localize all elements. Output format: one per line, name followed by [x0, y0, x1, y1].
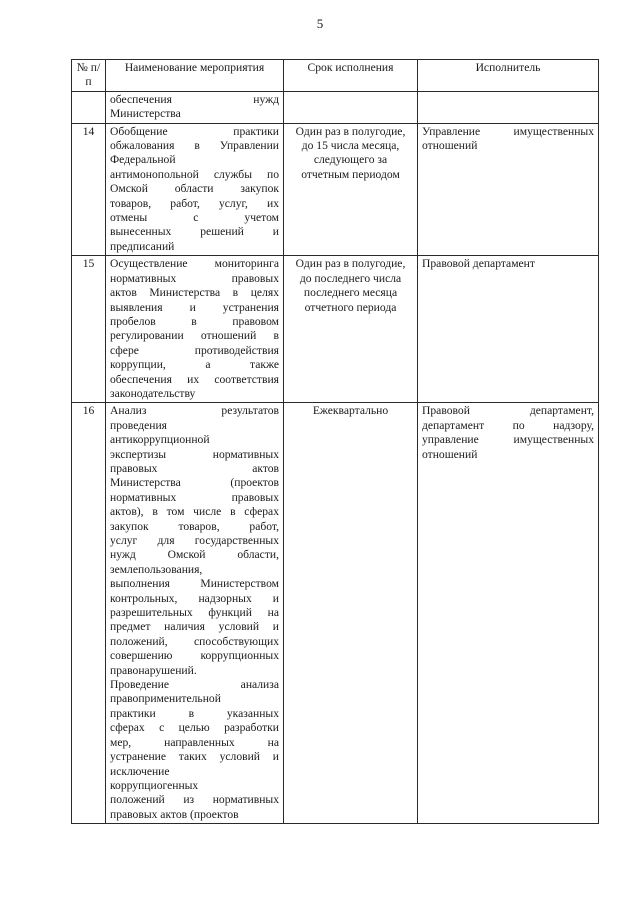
text-line: последнего месяца: [303, 286, 398, 300]
events-table: [71, 59, 599, 824]
text-line: отношений: [422, 447, 478, 461]
text-line: Осуществление мониторинга: [110, 257, 279, 271]
text-line: устранение таких условий и: [110, 750, 279, 764]
cell-num: [72, 256, 106, 403]
text-line: регулировании отношений в: [110, 329, 279, 343]
cell-term: [284, 123, 418, 256]
text-line: пробелов в правовом: [110, 314, 279, 328]
text-line: Федеральной: [110, 153, 176, 167]
text-line: антимонопольной службы по: [110, 167, 279, 181]
table-row: [72, 256, 599, 403]
text-line: Министерства: [110, 107, 181, 121]
text-line: Ежеквартально: [312, 404, 389, 418]
cell-num: [72, 123, 106, 256]
text-line: Управление имущественных: [422, 124, 594, 138]
cell-executor: [418, 91, 599, 123]
row-number: 15: [82, 257, 95, 271]
text-line: правовых актов (проектов: [110, 807, 239, 821]
text-line: обеспечения нужд: [110, 92, 279, 106]
text-line: практики в указанных: [110, 706, 279, 720]
text-line: отношений: [422, 139, 478, 153]
table-row: [72, 123, 599, 256]
text-line: вынесенных решений и: [110, 225, 279, 239]
text-line: положений, способствующих: [110, 634, 279, 648]
text-line: Один раз в полугодие,: [295, 124, 406, 138]
text-line: разрешительных функций на: [110, 606, 279, 620]
text-line: обжалования в Управлении: [110, 139, 279, 153]
text-line: товаров, работ, услуг, их: [110, 196, 279, 210]
text-line: экспертизы нормативных: [110, 447, 279, 461]
text-line: Омской области закупок: [110, 182, 279, 196]
text-line: отчетным периодом: [301, 167, 400, 181]
text-line: сферах с целью разработки: [110, 721, 279, 735]
cell-term: [284, 91, 418, 123]
text-line: до 15 числа месяца,: [301, 139, 400, 153]
cell-name: [106, 403, 284, 824]
page-number: 5: [316, 16, 324, 31]
text-line: Проведение анализа: [110, 678, 279, 692]
cell-executor: [418, 403, 599, 824]
text-line: антикоррупционной: [110, 433, 210, 447]
text-line: нормативных правовых: [110, 490, 279, 504]
row-number: 16: [82, 404, 95, 418]
text-line: Министерства (проектов: [110, 476, 279, 490]
header-num: № п/п: [72, 60, 106, 92]
cell-executor: [418, 256, 599, 403]
text-line: управление имущественных: [422, 433, 594, 447]
text-line: выявления и устранения: [110, 300, 279, 314]
text-line: предмет наличия условий и: [110, 620, 279, 634]
table-row: [72, 403, 599, 824]
text-line: правонарушений.: [110, 663, 197, 677]
text-line: коррупциогенных: [110, 778, 199, 792]
cell-name: [106, 91, 284, 123]
text-line: актов), в том числе в сферах: [110, 505, 279, 519]
text-line: положений из нормативных: [110, 793, 279, 807]
text-line: правовых актов: [110, 461, 279, 475]
header-executor: Исполнитель: [418, 60, 599, 92]
header-name: Наименование мероприятия: [106, 60, 284, 92]
text-line: Один раз в полугодие,: [295, 257, 406, 271]
text-line: закупок товаров, работ,: [110, 519, 279, 533]
text-line: до последнего числа: [299, 271, 402, 285]
text-line: выполнения Министерством: [110, 577, 279, 591]
cell-name: [106, 123, 284, 256]
cell-term: [284, 256, 418, 403]
text-line: землепользования,: [110, 562, 203, 576]
text-line: департамент по надзору,: [422, 418, 594, 432]
text-line: следующего за: [313, 153, 388, 167]
text-line: актов Министерства в целях: [110, 286, 279, 300]
text-line: предписаний: [110, 239, 175, 253]
text-line: Анализ результатов: [110, 404, 279, 418]
text-line: коррупции, а также: [110, 358, 279, 372]
text-line: Правовой департамент,: [422, 404, 594, 418]
table-header-row: [72, 60, 599, 92]
text-line: совершению коррупционных: [110, 649, 279, 663]
cell-num: [72, 403, 106, 824]
text-line: проведения: [110, 418, 167, 432]
row-number: 14: [82, 124, 95, 138]
cell-term: [284, 403, 418, 824]
text-line: мер, направленных на: [110, 735, 279, 749]
cell-executor: [418, 123, 599, 256]
text-line: Правовой департамент: [422, 257, 535, 271]
text-line: законодательству: [110, 386, 196, 400]
table-row-continuation: [72, 91, 599, 123]
cell-name: [106, 256, 284, 403]
text-line: правоприменительной: [110, 692, 221, 706]
text-line: контрольных, надзорных и: [110, 591, 279, 605]
text-line: обеспечения их соответствия: [110, 372, 279, 386]
text-line: отмены с учетом: [110, 211, 279, 225]
text-line: исключение: [110, 764, 170, 778]
text-line: услуг для государственных: [110, 534, 279, 547]
text-line: нужд Омской области,: [110, 548, 279, 562]
text-line: нормативных правовых: [110, 271, 279, 285]
text-line: Обобщение практики: [110, 124, 279, 138]
header-term: Срок исполнения: [284, 60, 418, 92]
text-line: отчетного периода: [304, 300, 397, 314]
cell-num: [72, 91, 106, 123]
text-line: сфере противодействия: [110, 343, 279, 357]
